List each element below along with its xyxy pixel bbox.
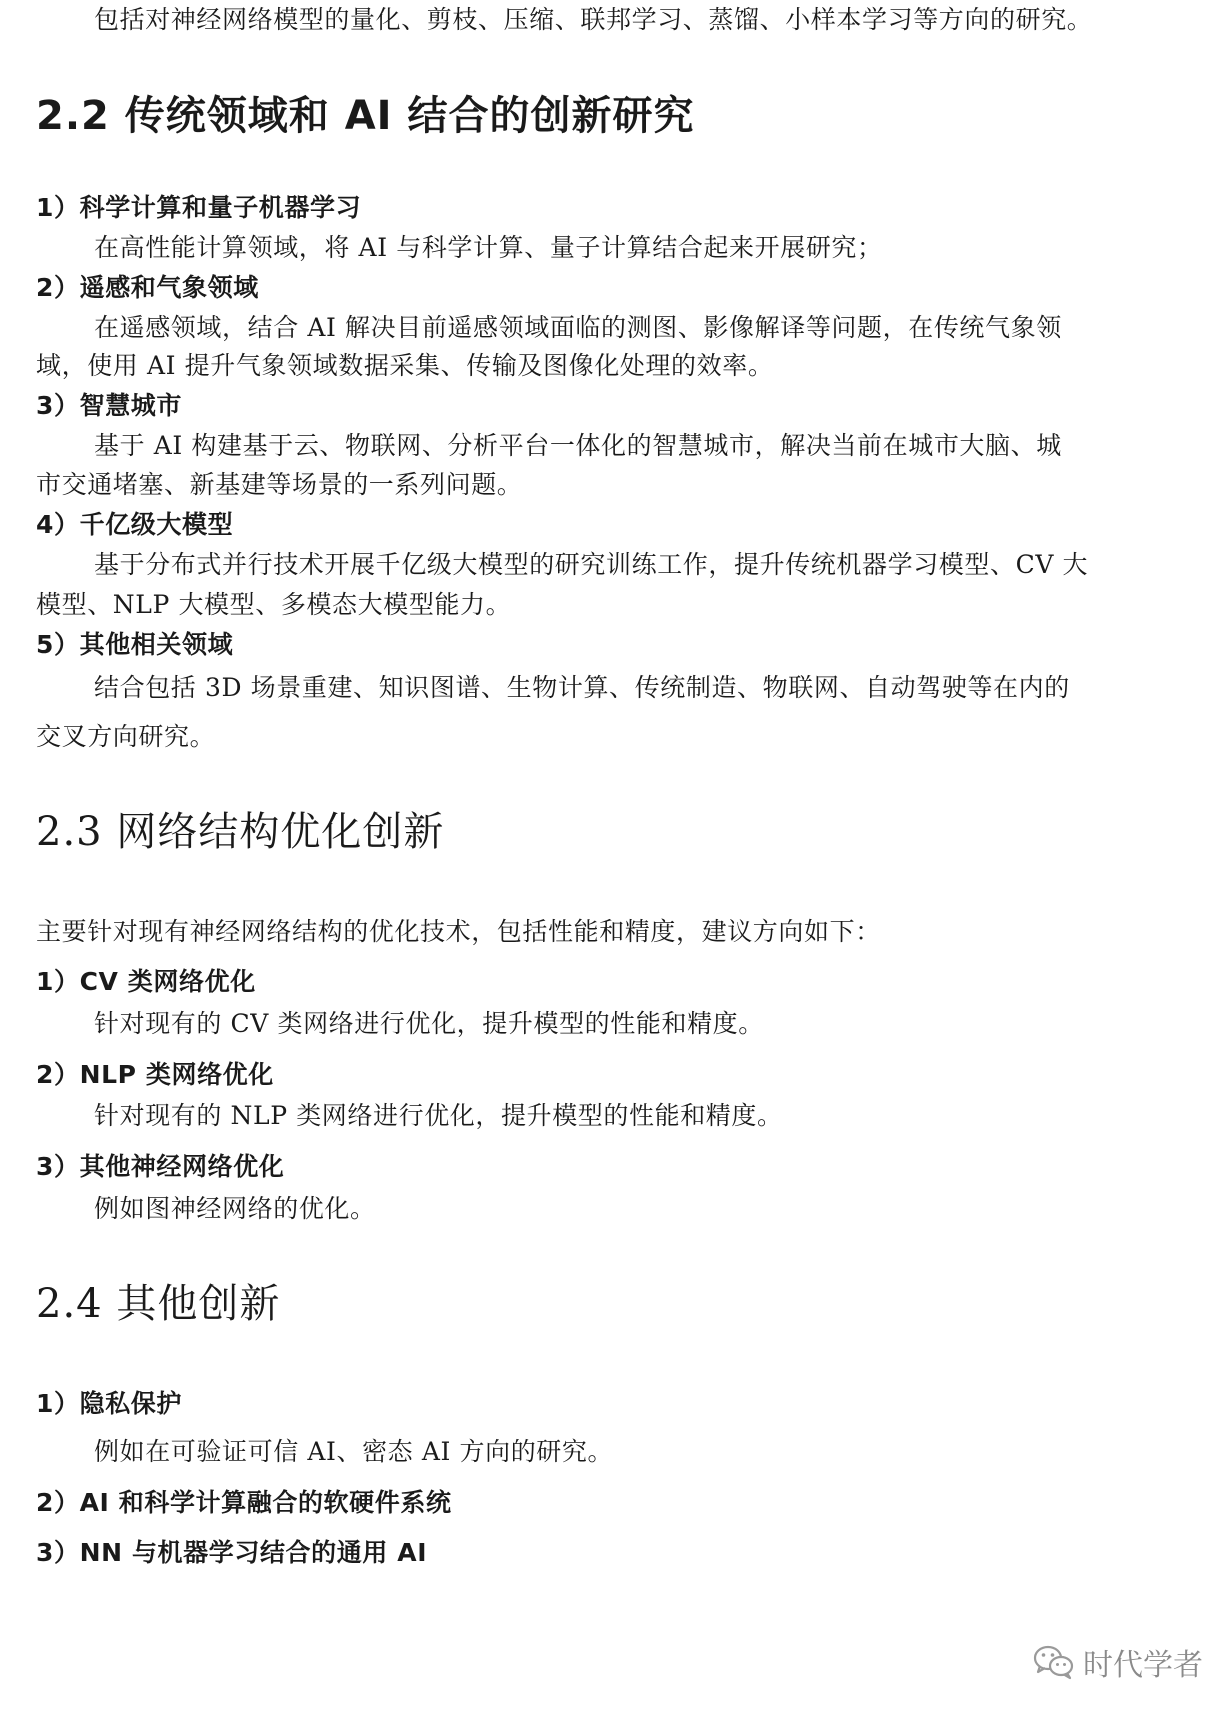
item-text-remote-sensing-1: 在遥感领域，结合 AI 解决目前遥感领域面临的测图、影像解译等问题，在传统气象领 — [94, 313, 1062, 342]
item-text-smart-city-1: 基于 AI 构建基于云、物联网、分析平台一体化的智慧城市，解决当前在城市大脑、城 — [94, 431, 1062, 460]
watermark-text: 时代学者 — [1083, 1648, 1203, 1683]
item-text-other-nn: 例如图神经网络的优化。 — [94, 1194, 376, 1223]
item-text-large-model-2: 模型、NLP 大模型、多模态大模型能力。 — [36, 590, 512, 619]
item-title-hw-sw-system: 2）AI 和科学计算融合的软硬件系统 — [36, 1488, 452, 1517]
item-title-cv-network: 1）CV 类网络优化 — [36, 967, 256, 996]
item-text-remote-sensing-2: 域，使用 AI 提升气象领域数据采集、传输及图像化处理的效率。 — [36, 351, 774, 380]
item-title-remote-sensing: 2）遥感和气象领域 — [36, 273, 259, 302]
section-intro-2-3: 主要针对现有神经网络结构的优化技术，包括性能和精度，建议方向如下： — [36, 917, 881, 946]
item-title-nlp-network: 2）NLP 类网络优化 — [36, 1060, 274, 1089]
item-text-smart-city-2: 市交通堵塞、新基建等场景的一系列问题。 — [36, 470, 523, 499]
item-text-large-model-1: 基于分布式并行技术开展千亿级大模型的研究训练工作，提升传统机器学习模型、CV 大 — [94, 550, 1089, 579]
item-title-scientific-computing: 1）科学计算和量子机器学习 — [36, 193, 362, 222]
item-title-other-nn: 3）其他神经网络优化 — [36, 1152, 285, 1181]
wechat-icon — [1033, 1644, 1075, 1680]
item-text-scientific-computing: 在高性能计算领域，将 AI 与科学计算、量子计算结合起来开展研究； — [94, 233, 883, 262]
continuation-text: 包括对神经网络模型的量化、剪枝、压缩、联邦学习、蒸馏、小样本学习等方向的研究。 — [94, 5, 1093, 34]
item-text-privacy: 例如在可验证可信 AI、密态 AI 方向的研究。 — [94, 1437, 614, 1466]
item-title-general-ai: 3）NN 与机器学习结合的通用 AI — [36, 1538, 428, 1567]
section-heading-2-4: 2.4 其他创新 — [36, 1281, 281, 1327]
item-text-other-fields-2: 交叉方向研究。 — [36, 722, 216, 751]
item-title-large-model: 4）千亿级大模型 — [36, 510, 234, 539]
item-title-other-fields: 5）其他相关领域 — [36, 630, 234, 659]
item-text-other-fields-1: 结合包括 3D 场景重建、知识图谱、生物计算、传统制造、物联网、自动驾驶等在内的 — [94, 673, 1070, 702]
item-text-cv-network: 针对现有的 CV 类网络进行优化，提升模型的性能和精度。 — [94, 1009, 764, 1038]
item-title-smart-city: 3）智慧城市 — [36, 391, 182, 420]
item-title-privacy: 1）隐私保护 — [36, 1389, 182, 1418]
watermark — [1033, 1640, 1203, 1684]
section-heading-2-2: 2.2 传统领域和 AI 结合的创新研究 — [36, 93, 695, 139]
section-heading-2-3: 2.3 网络结构优化创新 — [36, 809, 445, 855]
item-text-nlp-network: 针对现有的 NLP 类网络进行优化，提升模型的性能和精度。 — [94, 1101, 783, 1130]
